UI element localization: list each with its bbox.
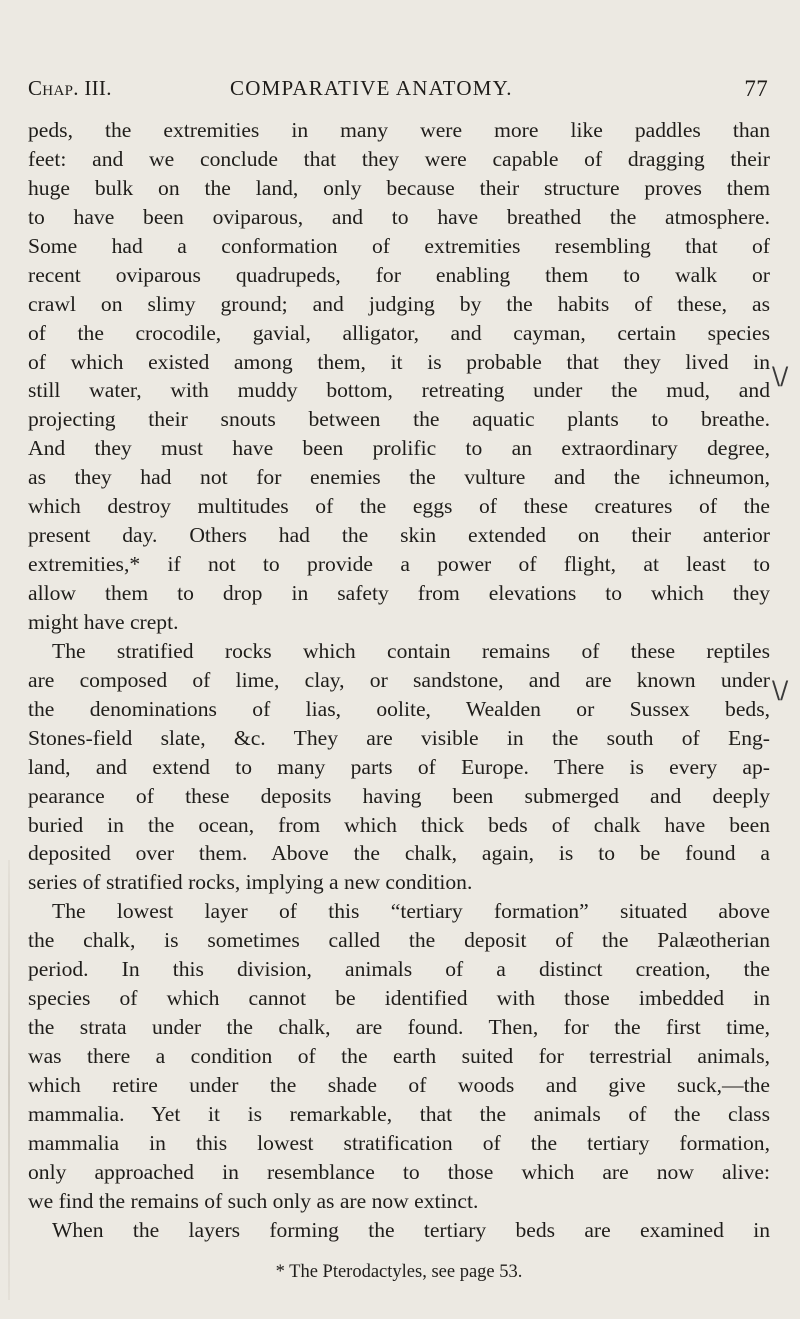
text-line: deposited over them. Above the chalk, again, is to be found a — [28, 841, 770, 866]
text-line: Some had a conformation of extremities resembling that of — [28, 233, 770, 258]
text-line: still water, with muddy bottom, retreating under the mud, and — [28, 378, 770, 403]
text-line: was there a condition of the earth suited for terrestrial animals, — [28, 1044, 770, 1068]
text-line: Stones-field slate, &c. They are visible in the south of Eng- — [28, 725, 770, 750]
text-line: of the crocodile, gavial, alligator, and cayman, certain species — [28, 320, 770, 345]
margin-check-mark: \/ — [772, 362, 789, 390]
text-line: we find the remains of such only as are now extinct. — [28, 1188, 479, 1213]
text-line: series of stratified rocks, implying a new condition. — [28, 870, 473, 895]
text-line: present day. Others had the skin extended on their anterior — [28, 523, 770, 548]
text-line: land, and extend to many parts of Europe. There is every ap- — [28, 754, 770, 779]
text-line: extremities,* if not to provide a power of flight, at least to — [28, 552, 770, 577]
text-line: mammalia in this lowest stratification of the tertiary formation, — [28, 1130, 770, 1155]
text-line: of which existed among them, it is probable that they lived in — [28, 349, 770, 374]
margin-check-mark: \/ — [772, 676, 789, 704]
text-line: peds, the extremities in many were more like paddles than — [28, 118, 770, 142]
page-number: 77 — [744, 76, 768, 101]
text-line: are composed of lime, clay, or sandstone, and are known under — [28, 667, 770, 692]
text-line: only approached in resemblance to those which are now alive: — [28, 1159, 770, 1184]
running-header — [28, 76, 770, 110]
chapter-label: Chap. III. — [28, 76, 112, 100]
running-title: COMPARATIVE ANATOMY. — [230, 76, 513, 100]
text-line: as they had not for enemies the vulture and the ichneumon, — [28, 465, 770, 490]
text-line: crawl on slimy ground; and judging by the habits of these, as — [28, 291, 770, 316]
text-line: the denominations of lias, oolite, Wealden or Sussex beds, — [28, 696, 770, 721]
text-line: which retire under the shade of woods and give suck,—the — [28, 1072, 770, 1097]
text-line: When the layers forming the tertiary beds are examined in — [52, 1217, 770, 1242]
text-line: the strata under the chalk, are found. Then, for the first time, — [28, 1015, 770, 1040]
text-line: huge bulk on the land, only because their structure proves them — [28, 175, 770, 200]
text-line: allow them to drop in safety from elevations to which they — [28, 581, 770, 605]
text-line: projecting their snouts between the aquatic plants to breathe. — [28, 407, 770, 432]
text-line: recent oviparous quadrupeds, for enabling them to walk or — [28, 262, 770, 287]
text-line: might have crept. — [28, 609, 179, 634]
text-line: feet: and we conclude that they were capable of dragging their — [28, 146, 770, 171]
text-line: period. In this division, animals of a distinct creation, the — [28, 957, 770, 982]
text-line: mammalia. Yet it is remarkable, that the animals of the class — [28, 1101, 770, 1126]
page-fold-shadow — [8, 860, 10, 1300]
text-line: pearance of these deposits having been submerged and deeply — [28, 783, 770, 808]
text-line: to have been oviparous, and to have breathed the atmosphere. — [28, 204, 770, 229]
text-line: The stratified rocks which contain remains of these reptiles — [52, 638, 770, 663]
text-line: which destroy multitudes of the eggs of these creatures of the — [28, 494, 770, 519]
text-line: And they must have been prolific to an extraordinary degree, — [28, 436, 770, 461]
text-line: buried in the ocean, from which thick beds of chalk have been — [28, 812, 770, 837]
body-text — [28, 116, 770, 1245]
footnote: * The Pterodactyles, see page 53. — [275, 1262, 523, 1282]
text-line: the chalk, is sometimes called the deposit of the Palæotherian — [28, 928, 770, 953]
text-line: The lowest layer of this “tertiary formation” situated above — [52, 899, 770, 924]
text-line: species of which cannot be identified with those imbedded in — [28, 986, 770, 1011]
